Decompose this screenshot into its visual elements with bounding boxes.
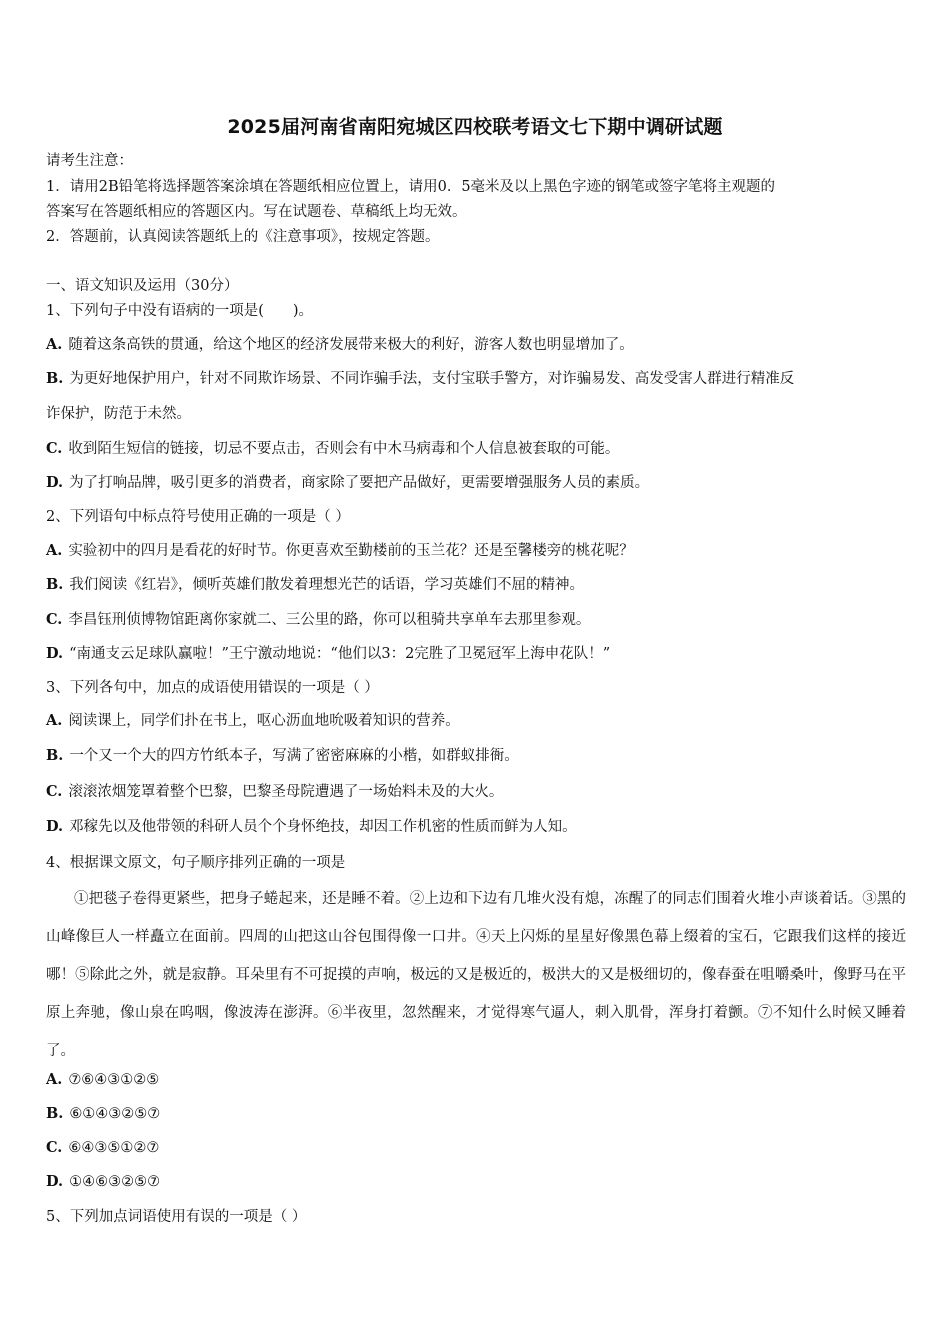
- q3-option-c: [46, 782, 503, 802]
- q1-option-d: [46, 473, 649, 493]
- option-text: “南通支云足球队赢啦！”王宁激动地说：“他们以3：2完胜了卫冕冠军上海申花队！”: [69, 646, 611, 662]
- q3-option-b: [46, 746, 519, 766]
- q2-option-a: [46, 541, 634, 561]
- q4-option-c: [46, 1138, 159, 1158]
- option-letter: D.: [46, 474, 64, 491]
- option-text: 随着这条高铁的贯通，给这个地区的经济发展带来极大的利好，游客人数也明显增加了。: [68, 337, 634, 353]
- option-letter: C.: [46, 440, 63, 457]
- option-text: ⑥④③⑤①②⑦: [68, 1140, 160, 1156]
- option-text: ⑥①④③②⑤⑦: [69, 1106, 161, 1122]
- option-text: ①④⑥③②⑤⑦: [69, 1174, 161, 1190]
- option-letter: A.: [46, 542, 63, 559]
- notice-line-3: 2．答题前，认真阅读答题纸上的《注意事项》，按规定答题。: [46, 229, 440, 245]
- q1-option-b-cont: [46, 404, 191, 424]
- notice-heading: 请考生注意：: [46, 153, 133, 169]
- q1-option-c: [46, 439, 619, 459]
- option-letter: D.: [46, 818, 64, 835]
- option-text: 邓稼先以及他带领的科研人员个个身怀绝技，却因工作机密的性质而鲜为人知。: [69, 819, 577, 835]
- option-letter: A.: [46, 1071, 63, 1088]
- q1-option-b: [46, 369, 794, 389]
- option-letter: B.: [46, 747, 64, 764]
- option-text: 收到陌生短信的链接，切忌不要点击，否则会有中木马病毒和个人信息被套取的可能。: [68, 441, 620, 457]
- q4-option-b: [46, 1104, 160, 1124]
- option-letter: A.: [46, 712, 63, 729]
- option-letter: B.: [46, 1105, 64, 1122]
- question-1-stem: 1、下列句子中没有语病的一项是( )。: [46, 303, 314, 319]
- option-letter: C.: [46, 783, 63, 800]
- option-text: 我们阅读《红岩》，倾听英雄们散发着理想光芒的话语，学习英雄们不屈的精神。: [69, 577, 585, 593]
- option-letter: C.: [46, 1139, 63, 1156]
- q4-option-a: [46, 1070, 159, 1090]
- option-text: 滚滚浓烟笼罩着整个巴黎，巴黎圣母院遭遇了一场始料未及的大火。: [68, 784, 504, 800]
- option-text: ⑦⑥④③①②⑤: [68, 1072, 160, 1088]
- passage-text: ①把毯子卷得更紧些，把身子蜷起来，还是睡不着。②上边和下边有几堆火没有熄，冻醒了的同志们围着火堆小声谈着话。③黑的山峰像巨人一样矗立在面前。四周的山把这山谷包围得像一口井。④天上闪烁的星星好像黑色幕上缀着的宝石，它跟我们这样的接近哪！⑤除此之外，就是寂静。耳朵里有不可捉摸的声响，极远的又是极近的，极洪大的又是极细切的，像春蚕在咀嚼桑叶，像野马在平原上奔驰，像山泉在呜咽，像波涛在澎湃。⑥半夜里，忽然醒来，才觉得寒气逼人，刺入肌骨，浑身打着颤。⑦不知什么时候又睡着了。: [46, 891, 906, 1059]
- q1-option-a: [46, 335, 634, 355]
- option-text: 李昌钰刑侦博物馆距离你家就二、三公里的路，你可以租骑共享单车去那里参观。: [68, 612, 591, 628]
- q2-option-d: [46, 644, 610, 664]
- question-5-stem: 5、下列加点词语使用有误的一项是（ ）: [46, 1209, 307, 1225]
- q4-option-d: [46, 1172, 160, 1192]
- q3-option-a: [46, 711, 460, 731]
- option-text: 为更好地保护用户，针对不同欺诈场景、不同诈骗手法，支付宝联手警方，对诈骗易发、高发受害人群进行精准反: [69, 371, 795, 387]
- reading-passage: [46, 880, 906, 1070]
- option-text: 一个又一个大的四方竹纸本子，写满了密密麻麻的小楷，如群蚁排衙。: [69, 748, 519, 764]
- option-letter: B.: [46, 576, 64, 593]
- option-letter: C.: [46, 611, 63, 628]
- option-letter: A.: [46, 336, 63, 353]
- option-text: 实验初中的四月是看花的好时节。你更喜欢至勤楼前的玉兰花？还是至馨楼旁的桃花呢？: [68, 543, 634, 559]
- option-letter: D.: [46, 1173, 64, 1190]
- q2-option-b: [46, 575, 584, 595]
- q2-option-c: [46, 610, 590, 630]
- question-3-stem: 3、下列各句中，加点的成语使用错误的一项是（ ）: [46, 680, 379, 696]
- notice-line-1: 1．请用2B铅笔将选择题答案涂填在答题纸相应位置上，请用0．5毫米及以上黑色字迹的钢笔或签字笔将主观题的: [46, 179, 776, 195]
- option-text-continued: 诈保护，防范于未然。: [46, 406, 191, 422]
- section-heading: 一、语文知识及运用（30分）: [46, 278, 239, 294]
- question-4-stem: 4、根据课文原文，句子顺序排列正确的一项是: [46, 855, 346, 871]
- notice-line-2: 答案写在答题纸相应的答题区内。写在试题卷、草稿纸上均无效。: [46, 204, 467, 220]
- option-text: 阅读课上，同学们扑在书上，呕心沥血地吮吸着知识的营养。: [68, 713, 460, 729]
- option-letter: D.: [46, 645, 64, 662]
- option-letter: B.: [46, 370, 64, 387]
- option-text: 为了打响品牌，吸引更多的消费者，商家除了要把产品做好，更需要增强服务人员的素质。: [69, 475, 650, 491]
- q3-option-d: [46, 817, 577, 837]
- question-2-stem: 2、下列语句中标点符号使用正确的一项是（ ）: [46, 509, 350, 525]
- page-title: 2025届河南省南阳宛城区四校联考语文七下期中调研试题: [227, 116, 723, 138]
